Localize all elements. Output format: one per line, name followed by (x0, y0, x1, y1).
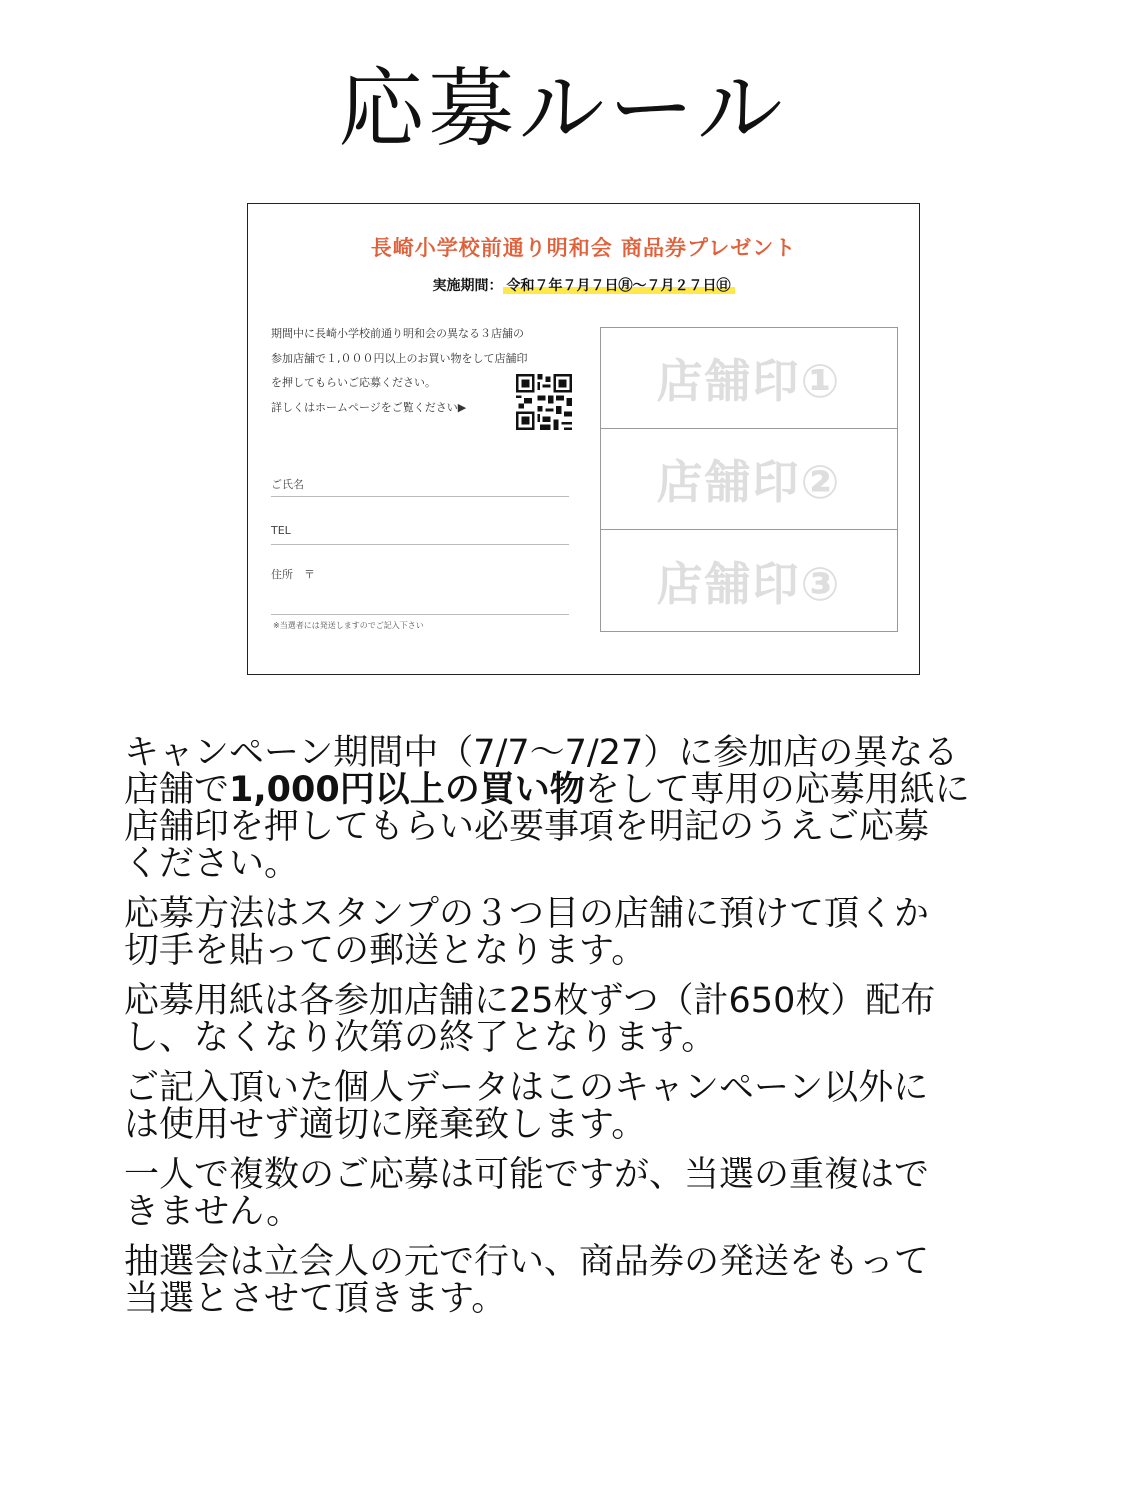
address-field: 住所 〒 (271, 566, 569, 615)
rule-line: 切手を貼っての郵送となります。 (124, 931, 647, 971)
stamp-slot-1: 店舗印① (601, 328, 897, 429)
rule-paragraph (124, 735, 1004, 883)
rule-emphasis: 1,000円以上の買い物 (229, 770, 585, 810)
tel-field: TEL (271, 524, 569, 545)
rule-line: ください。 (124, 844, 300, 884)
rules-text (124, 735, 1004, 1331)
rule-line: キャンペーン期間中（7/7〜7/27）に参加店の異なる (124, 733, 959, 773)
rule-line: 抽選会は立会人の元で行い、商品券の発送をもって (124, 1242, 930, 1282)
rule-line: 応募方法はスタンプの３つ目の店舗に預けて頂くか (124, 894, 930, 934)
period-value: 令和７年７月７日㊊〜７月２７日㊐ (503, 278, 735, 294)
form-note: ※当選者には発送しますのでご記入下さい (273, 621, 424, 630)
page-title: 応募ルール (338, 59, 787, 159)
rule-line: きません。 (124, 1192, 302, 1232)
instruction-line: を押してもらいご応募ください。 (271, 376, 436, 389)
instruction-line: 詳しくはホームページをご覧ください▶ (271, 400, 467, 414)
rule-paragraph (124, 1157, 1004, 1231)
stamp-slot-3: 店舗印③ (656, 556, 842, 611)
qr-code-icon (516, 374, 572, 430)
form-title: 長崎小学校前通り明和会 商品券プレゼント (370, 236, 797, 260)
rule-line: をして専用の応募用紙に (584, 770, 970, 810)
rule-line: 一人で複数のご応募は可能ですが、当選の重複はで (124, 1155, 930, 1195)
rule-line: し、なくなり次第の終了となります。 (124, 1018, 717, 1058)
rule-line: 店舗で (124, 770, 230, 810)
instruction-line: 期間中に長崎小学校前通り明和会の異なる３店舗の (271, 327, 524, 340)
instruction-line: 参加店舗で１,０００円以上のお買い物をして店舗印 (271, 351, 528, 365)
period-label: 実施期間： (432, 278, 503, 294)
stamp-slot-2: 店舗印② (601, 429, 897, 530)
name-field: ご氏名 (271, 476, 569, 497)
stamp-box (600, 327, 898, 632)
rule-line: ご記入頂いた個人データはこのキャンペーン以外に (124, 1068, 929, 1108)
rule-line: 店舗印を押してもらい必要事項を明記のうえご応募 (124, 807, 930, 847)
rule-line: 当選とさせて頂きます。 (124, 1279, 507, 1319)
rule-line: は使用せず適切に廃棄致します。 (124, 1105, 647, 1145)
rule-line: 応募用紙は各参加店舗に25枚ずつ（計650枚）配布 (124, 981, 936, 1021)
campaign-period (248, 275, 919, 295)
rule-paragraph (124, 1244, 1004, 1318)
rule-paragraph (124, 983, 1004, 1057)
entry-form-image (247, 203, 920, 675)
rule-paragraph (124, 896, 1004, 970)
rule-paragraph (124, 1070, 1004, 1144)
